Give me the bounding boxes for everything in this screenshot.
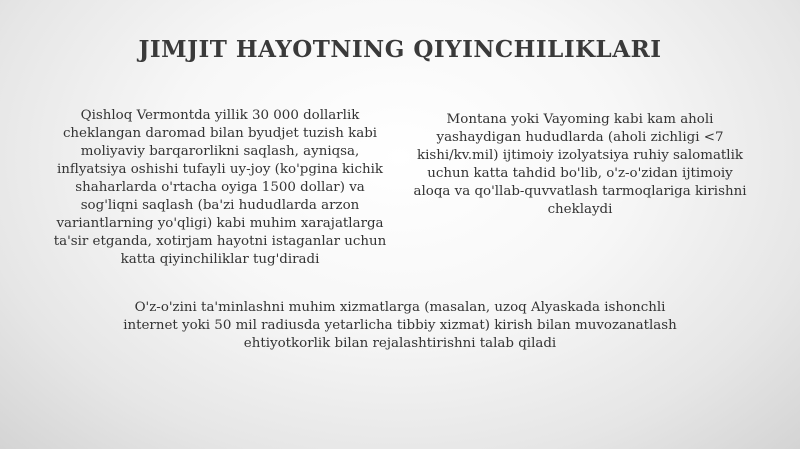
bottom-paragraph: O'z-o'zini ta'minlashni muhim xizmatlarga (masalan, uzoq Alyaskada ishonchli internet yoki 50 mil radiusda yetarlicha tibbiy xizmat) kirish bilan muvozanatlash ehtiyotkorlik bilan rejalashtirishni talab qiladi [123, 300, 677, 351]
right-paragraph: Montana yoki Vayoming kabi kam aholi yashaydigan hududlarda (aholi zichligi <7 kishi/kv.mil) ijtimoiy izolyatsiya ruhiy salomatlik uchun katta tahdid bo'lib, o'z-o'zidan ijtimoiy aloqa va qo'llab-quvvatlash tarmoqlariga kirishni cheklaydi [413, 112, 747, 217]
left-paragraph: Qishloq Vermontda yillik 30 000 dollarlik cheklangan daromad bilan byudjet tuzish kabi moliyaviy barqarorlikni saqlash, ayniqsa, inflyatsiya oshishi tufayli uy-joy (ko'pgina kichik shaharlarda o'rtacha oyiga 1500 dollar) va sog'liqni saqlash (ba'zi hududlarda arzon variantlarning yo'qligi) kabi muhim xarajatlarga ta'sir etganda, xotirjam hayotni istaganlar uchun katta qiyinchiliklar tug'diradi [53, 108, 387, 267]
slide-title: JIMJIT HAYOTNING QIYINCHILIKLARI [138, 36, 662, 63]
